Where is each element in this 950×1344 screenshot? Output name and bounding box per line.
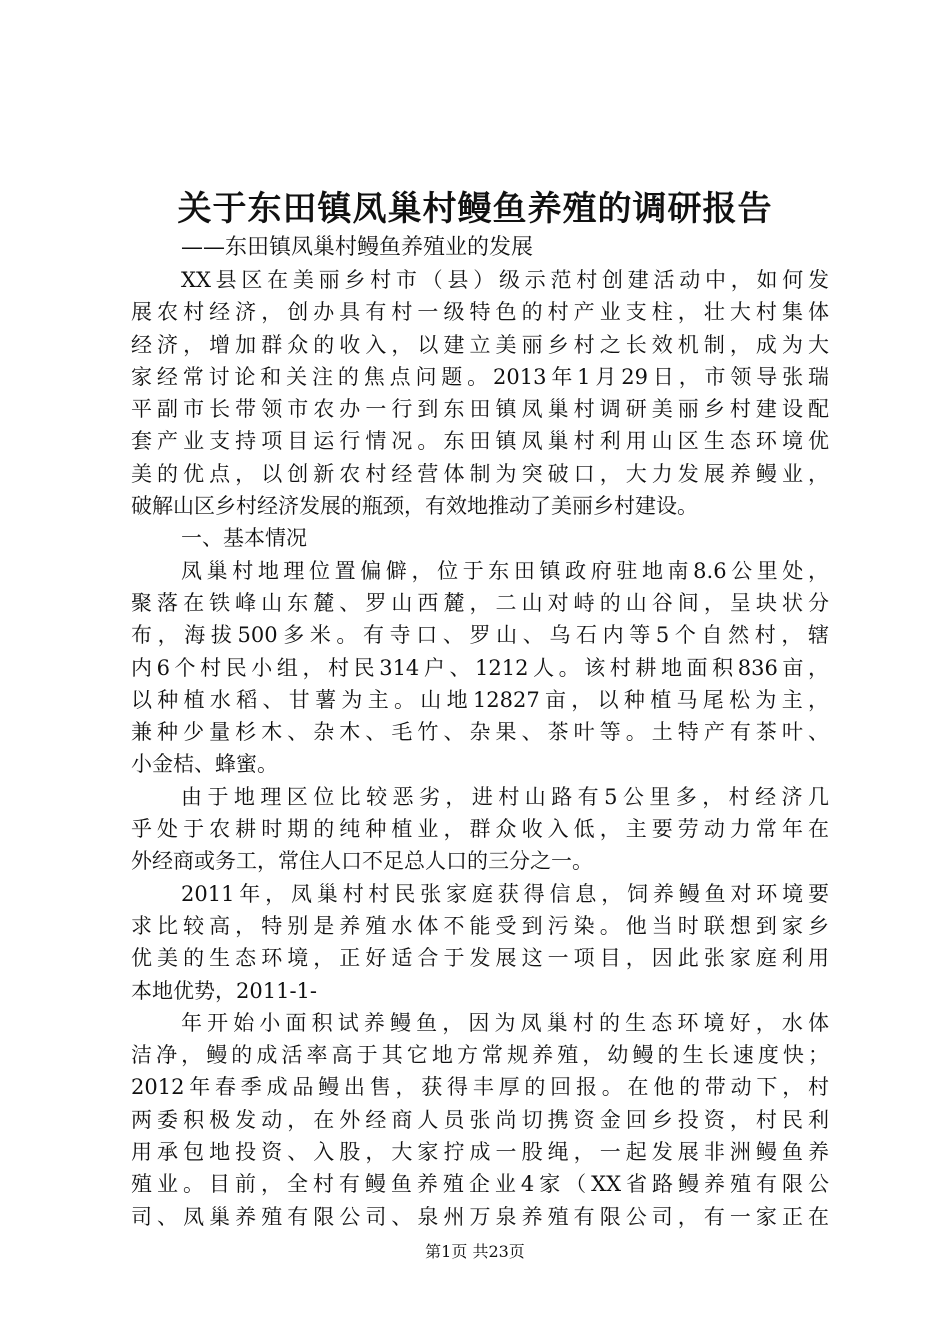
text-line: 套产业支持项目运行情况。东田镇凤巢村利用山区生态环境优 xyxy=(131,429,829,454)
text-line: 乎处于农耕时期的纯种植业，群众收入低，主要劳动力常年在 xyxy=(131,817,829,842)
text-line: 兼种少量杉木、杂木、毛竹、杂果、茶叶等。土特产有茶叶、 xyxy=(131,720,829,745)
text-line: 一、基本情况 xyxy=(181,526,307,551)
text-line: 2011年，凤巢村村民张家庭获得信息，饲养鳗鱼对环境要 xyxy=(181,881,829,906)
text-line: 用承包地投资、入股，大家拧成一股绳，一起发展非洲鳗鱼养 xyxy=(131,1140,829,1165)
text-line: 2012年春季成品鳗出售，获得丰厚的回报。在他的带动下，村 xyxy=(131,1075,829,1100)
text-line: 以种植水稻、甘薯为主。山地12827亩，以种植马尾松为主， xyxy=(131,687,829,712)
text-line: 聚落在铁峰山东麓、罗山西麓，二山对峙的山谷间，呈块状分 xyxy=(131,590,829,615)
page-footer: 第1页 共23页 xyxy=(425,1242,525,1261)
text-line: 司、凤巢养殖有限公司、泉州万泉养殖有限公司，有一家正在 xyxy=(131,1204,829,1229)
document-subtitle: ——东田镇凤巢村鳗鱼养殖业的发展 xyxy=(181,235,534,260)
text-line: 内6个村民小组，村民314户、1212人。该村耕地面积836亩， xyxy=(131,655,829,680)
text-line: 本地优势，2011-1- xyxy=(131,978,317,1003)
text-line: 展农村经济，创办具有村一级特色的村产业支柱，壮大村集体 xyxy=(131,300,829,325)
text-line: 平副市长带领市农办一行到东田镇凤巢村调研美丽乡村建设配 xyxy=(131,397,829,422)
text-line: 由于地理区位比较恶劣，进村山路有5公里多，村经济几 xyxy=(181,784,829,809)
text-line: 洁净，鳗的成活率高于其它地方常规养殖，幼鳗的生长速度快； xyxy=(131,1043,829,1068)
text-line: XX县区在美丽乡村市（县）级示范村创建活动中，如何发 xyxy=(181,268,829,292)
text-line: 家经常讨论和关注的焦点问题。2013年1月29日，市领导张瑞 xyxy=(131,364,829,389)
text-line: 破解山区乡村经济发展的瓶颈，有效地推动了美丽乡村建设。 xyxy=(131,494,698,519)
text-line: 小金桔、蜂蜜。 xyxy=(131,752,278,777)
text-line: 外经商或务工，常住人口不足总人口的三分之一。 xyxy=(131,849,593,874)
text-line: 凤巢村地理位置偏僻，位于东田镇政府驻地南8.6公里处， xyxy=(181,558,829,583)
text-line: 两委积极发动，在外经商人员张尚切携资金回乡投资，村民利 xyxy=(131,1107,829,1132)
text-line: 优美的生态环境，正好适合于发展这一项目，因此张家庭利用 xyxy=(131,946,829,971)
text-line: 殖业。目前，全村有鳗鱼养殖企业4家（XX省路鳗养殖有限公 xyxy=(131,1172,829,1197)
text-line: 美的优点，以创新农村经营体制为突破口，大力发展养鳗业， xyxy=(131,461,829,486)
text-line: 经济，增加群众的收入，以建立美丽乡村之长效机制，成为大 xyxy=(131,332,829,357)
text-line: 布，海拔500多米。有寺口、罗山、乌石内等5个自然村，辖 xyxy=(131,623,829,648)
text-line: 年开始小面积试养鳗鱼，因为凤巢村的生态环境好，水体 xyxy=(181,1010,829,1035)
document-body xyxy=(131,264,829,1233)
text-line: 求比较高，特别是养殖水体不能受到污染。他当时联想到家乡 xyxy=(131,913,829,938)
document-title: 关于东田镇凤巢村鳗鱼养殖的调研报告 xyxy=(177,189,773,229)
